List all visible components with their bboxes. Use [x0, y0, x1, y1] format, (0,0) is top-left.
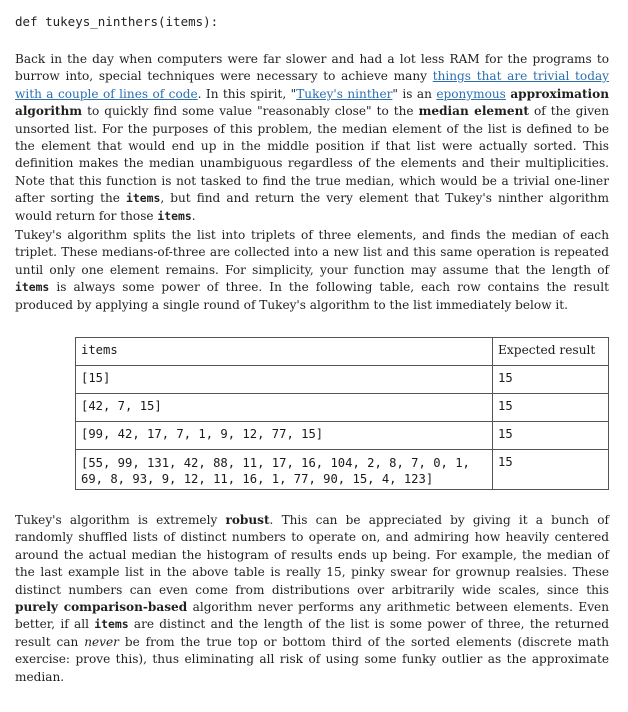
cell-items [76, 450, 493, 490]
header-expected-result: Expected result [493, 338, 609, 366]
text-run: . In this spirit, " [197, 86, 297, 101]
text-run: are distinct and the length of the list is some power of three, the returned result can [15, 617, 609, 649]
text-run: Tukey's algorithm splits the list into triplets of three elements, and finds the median of each triplet. These medians-of-three are collected into a new list and this same operation is repeated until only one element remains. For simplicity, your function may assume that the length of [15, 228, 609, 277]
code-items: items [94, 617, 129, 632]
bold-robust: robust [225, 513, 270, 527]
cell-items: [99, 42, 17, 7, 1, 9, 12, 77, 15] [76, 422, 493, 450]
code-items: items [126, 191, 161, 206]
table-row [76, 422, 609, 450]
cell-expected: 15 [493, 394, 609, 422]
cell-items-clipped: [55, 99, 131, 42, 88, 11, 17, 16, 104, 2, 8, 7, 0, 1, 69, 8, 93, 9, 12, 11, 16, 1, 77, 90, 15, 4, 123] [81, 456, 478, 486]
text-run: is always some power of three. In the following table, each row contains the result produced by applying a single round of Tukey's algorithm to the list immediately below it. [15, 280, 609, 312]
text-run: Tukey's algorithm is extremely [15, 513, 226, 527]
text-run: of the given unsorted list. For the purposes of this problem, the median element of the list is defined to be the element that would end up in the middle position if that list were actually sorted. This definition makes the median unambiguous regardless of the elements and their multiplicities. Note that this function is not tasked to find the true median, which would be a trivial one-liner after sorting the [15, 104, 609, 206]
text-run: to quickly find some value "reasonably close" to the [82, 104, 419, 119]
intro-paragraph [15, 51, 609, 225]
cell-items: [15] [76, 366, 493, 394]
algorithm-paragraph [15, 227, 609, 314]
function-signature: def tukeys_ninthers(items): [15, 14, 219, 29]
cell-items: [42, 7, 15] [76, 394, 493, 422]
code-items: items [15, 280, 50, 295]
link-trivial-today[interactable]: things that are trivial today with a couple of lines of code [15, 69, 609, 101]
text-run: " is an [392, 86, 437, 101]
table-row [76, 450, 609, 490]
cell-expected: 15 [493, 450, 609, 490]
link-tukeys-ninther[interactable]: Tukey's ninther [296, 86, 393, 101]
cell-expected: 15 [493, 366, 609, 394]
table-header-row [76, 338, 609, 366]
code-items: items [157, 208, 192, 223]
text-run: algorithm never performs any arithmetic between elements. Even better, if all [15, 600, 609, 632]
italic-never: never [84, 634, 119, 649]
text-run: , but find and return the very element that Tukey's ninther algorithm would return for those [15, 191, 609, 223]
text-run: . [191, 208, 196, 223]
table-row [76, 366, 609, 394]
text-run: be from the true top or bottom third of the sorted elements (discrete math exercise: prove this), thus eliminating all risk of using some funky outlier as the approximate median. [15, 634, 610, 684]
header-items: items [76, 338, 493, 366]
bold-median-element: median element [418, 104, 529, 119]
bold-purely-comparison-based: purely comparison-based [15, 600, 188, 615]
text-run: Back in the day when computers were far slower and had a lot less RAM for the programs to burrow into, special techniques were necessary to achieve many [15, 52, 609, 84]
cell-expected: 15 [493, 422, 609, 450]
examples-table [75, 337, 609, 490]
robustness-paragraph [15, 512, 609, 686]
link-eponymous[interactable]: eponymous [436, 86, 506, 101]
table-row [76, 394, 609, 422]
bold-approximation-algorithm: approximation algorithm [15, 86, 609, 119]
text-run: . This can be appreciated by giving it a bunch of randomly shuffled lists of distinct numbers to operate on, and admiring how heavily centered around the actual median the histogram of results ends up being. For example, the median of the last example list in the above table is really 15, pinky swear for grownup realsies. These distinct numbers can even come from distributions over arbitrarily wide scales, since this [15, 513, 609, 597]
